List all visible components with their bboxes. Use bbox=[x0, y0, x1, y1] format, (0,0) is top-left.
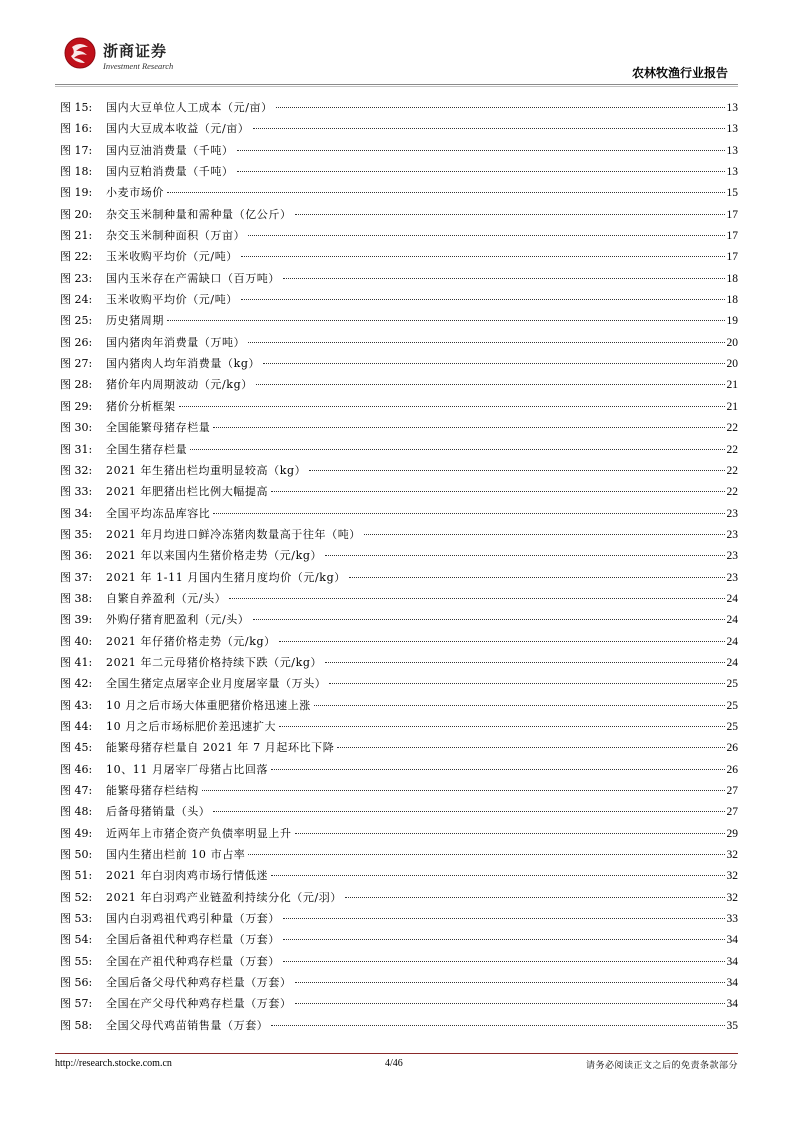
toc-figure-title: 全国后备父母代种鸡存栏量（万套） bbox=[106, 976, 292, 990]
toc-dot-leader bbox=[314, 705, 725, 706]
toc-entry[interactable] bbox=[60, 1015, 738, 1036]
toc-entry[interactable] bbox=[60, 844, 738, 865]
toc-entry[interactable] bbox=[60, 759, 738, 780]
toc-page-number: 17 bbox=[726, 230, 738, 243]
toc-page-number: 24 bbox=[726, 656, 738, 669]
toc-figure-title: 历史猪周期 bbox=[106, 314, 164, 328]
toc-dot-leader bbox=[337, 747, 724, 748]
toc-dot-leader bbox=[271, 769, 724, 770]
toc-figure-number: 图 48: bbox=[60, 805, 93, 819]
toc-page-number: 26 bbox=[726, 742, 738, 755]
toc-figure-title: 全国在产祖代种鸡存栏量（万套） bbox=[106, 954, 280, 968]
toc-figure-title: 猪价分析框架 bbox=[106, 399, 176, 413]
toc-page-number: 32 bbox=[726, 870, 738, 883]
toc-figure-number: 图 19: bbox=[60, 186, 93, 200]
toc-entry[interactable] bbox=[60, 652, 738, 673]
toc-figure-title: 10 月之后市场标肥价差迅速扩大 bbox=[106, 719, 277, 733]
toc-page-number: 18 bbox=[726, 294, 738, 307]
toc-page-number: 24 bbox=[726, 614, 738, 627]
toc-page-number: 22 bbox=[726, 443, 738, 456]
toc-figure-title: 能繁母猪存栏量自 2021 年 7 月起环比下降 bbox=[106, 741, 335, 755]
toc-dot-leader bbox=[213, 427, 724, 428]
toc-figure-number: 图 39: bbox=[60, 613, 93, 627]
toc-figure-title: 10、11 月屠宰厂母猪占比回落 bbox=[106, 762, 269, 776]
toc-figure-number: 图 43: bbox=[60, 698, 93, 712]
toc-page-number: 32 bbox=[726, 849, 738, 862]
toc-page-number: 13 bbox=[726, 166, 738, 179]
toc-entry[interactable] bbox=[60, 716, 738, 737]
toc-page-number: 13 bbox=[726, 102, 738, 114]
toc-dot-leader bbox=[276, 107, 725, 108]
toc-dot-leader bbox=[283, 278, 725, 279]
toc-page-number: 23 bbox=[726, 550, 738, 563]
brand-subtitle: Investment Research bbox=[103, 61, 174, 71]
toc-figure-number: 图 24: bbox=[60, 293, 93, 307]
toc-figure-number: 图 57: bbox=[60, 997, 93, 1011]
toc-figure-number: 图 18: bbox=[60, 165, 93, 179]
toc-entry[interactable] bbox=[60, 353, 738, 374]
toc-dot-leader bbox=[283, 961, 725, 962]
toc-dot-leader bbox=[167, 192, 725, 193]
toc-dot-leader bbox=[345, 897, 725, 898]
toc-page-number: 22 bbox=[726, 486, 738, 499]
toc-figure-title: 国内猪肉年消费量（万吨） bbox=[106, 335, 246, 349]
toc-page-number: 17 bbox=[726, 208, 738, 221]
toc-figure-title: 2021 年白羽肉鸡市场行情低迷 bbox=[106, 869, 269, 883]
toc-entry[interactable] bbox=[60, 609, 738, 630]
toc-figure-number: 图 56: bbox=[60, 976, 93, 990]
toc-entry[interactable] bbox=[60, 524, 738, 545]
toc-figure-title: 全国生猪存栏量 bbox=[106, 442, 188, 456]
toc-dot-leader bbox=[329, 683, 724, 684]
toc-entry[interactable] bbox=[60, 588, 738, 609]
toc-page-number: 25 bbox=[726, 699, 738, 712]
toc-page-number: 21 bbox=[726, 379, 738, 392]
header-divider bbox=[55, 84, 738, 85]
toc-figure-title: 10 月之后市场大体重肥猪价格迅速上涨 bbox=[106, 698, 311, 712]
toc-dot-leader bbox=[325, 555, 724, 556]
toc-figure-title: 2021 年仔猪价格走势（元/kg） bbox=[106, 634, 276, 648]
toc-entry[interactable] bbox=[60, 908, 738, 929]
toc-dot-leader bbox=[279, 641, 725, 642]
toc-entry[interactable] bbox=[60, 801, 738, 822]
toc-entry[interactable] bbox=[60, 246, 738, 267]
toc-entry[interactable] bbox=[60, 439, 738, 460]
toc-figure-number: 图 54: bbox=[60, 933, 93, 947]
toc-dot-leader bbox=[237, 150, 725, 151]
toc-dot-leader bbox=[295, 214, 725, 215]
toc-figure-title: 小麦市场价 bbox=[106, 186, 164, 200]
toc-figure-number: 图 58: bbox=[60, 1018, 93, 1032]
toc-figure-title: 外购仔猪育肥盈利（元/头） bbox=[106, 613, 250, 627]
toc-dot-leader bbox=[241, 256, 725, 257]
header-divider-secondary bbox=[55, 86, 738, 87]
toc-page-number: 27 bbox=[726, 806, 738, 819]
toc-figure-title: 自繁自养盈利（元/头） bbox=[106, 591, 227, 605]
toc-figure-number: 图 42: bbox=[60, 677, 93, 691]
toc-figure-title: 国内大豆成本收益（元/亩） bbox=[106, 122, 250, 136]
toc-dot-leader bbox=[283, 918, 725, 919]
toc-page-number: 20 bbox=[726, 358, 738, 371]
toc-entry[interactable] bbox=[60, 545, 738, 566]
toc-entry[interactable] bbox=[60, 396, 738, 417]
toc-entry[interactable] bbox=[60, 673, 738, 694]
toc-figure-title: 2021 年二元母猪价格持续下跌（元/kg） bbox=[106, 655, 323, 669]
toc-figure-number: 图 31: bbox=[60, 442, 93, 456]
toc-dot-leader bbox=[309, 470, 724, 471]
toc-entry[interactable] bbox=[60, 993, 738, 1014]
toc-figure-number: 图 38: bbox=[60, 591, 93, 605]
toc-page-number: 34 bbox=[726, 955, 738, 968]
toc-dot-leader bbox=[237, 171, 725, 172]
toc-dot-leader bbox=[295, 833, 725, 834]
toc-dot-leader bbox=[248, 854, 724, 855]
toc-dot-leader bbox=[349, 577, 725, 578]
toc-entry[interactable] bbox=[60, 951, 738, 972]
toc-figure-title: 全国在产父母代种鸡存栏量（万套） bbox=[106, 997, 292, 1011]
toc-page-number: 29 bbox=[726, 827, 738, 840]
page-number: 4/46 bbox=[385, 1058, 403, 1069]
toc-page-number: 23 bbox=[726, 528, 738, 541]
toc-page-number: 20 bbox=[726, 336, 738, 349]
toc-dot-leader bbox=[241, 299, 725, 300]
toc-figure-title: 2021 年肥猪出栏比例大幅提高 bbox=[106, 485, 269, 499]
toc-dot-leader bbox=[202, 790, 725, 791]
toc-entry[interactable] bbox=[60, 631, 738, 652]
toc-figure-number: 图 34: bbox=[60, 506, 93, 520]
toc-page-number: 17 bbox=[726, 251, 738, 264]
toc-page-number: 34 bbox=[726, 934, 738, 947]
toc-page-number: 34 bbox=[726, 977, 738, 990]
toc-figure-number: 图 30: bbox=[60, 421, 93, 435]
toc-entry[interactable] bbox=[60, 929, 738, 950]
toc-figure-number: 图 21: bbox=[60, 229, 93, 243]
toc-figure-title: 国内猪肉人均年消费量（kg） bbox=[106, 357, 261, 371]
toc-figure-number: 图 17: bbox=[60, 143, 93, 157]
toc-dot-leader bbox=[271, 1025, 724, 1026]
toc-entry[interactable] bbox=[60, 140, 738, 161]
report-type: 农林牧渔行业报告 bbox=[631, 66, 728, 80]
toc-figure-number: 图 40: bbox=[60, 634, 93, 648]
toc-dot-leader bbox=[325, 662, 724, 663]
toc-page-number: 26 bbox=[726, 763, 738, 776]
toc-figure-number: 图 52: bbox=[60, 890, 93, 904]
toc-entry[interactable] bbox=[60, 161, 738, 182]
toc-page-number: 22 bbox=[726, 464, 738, 477]
toc-page-number: 13 bbox=[726, 144, 738, 157]
toc-figure-title: 国内玉米存在产需缺口（百万吨） bbox=[106, 271, 280, 285]
toc-entry[interactable] bbox=[60, 118, 738, 139]
toc-dot-leader bbox=[213, 811, 724, 812]
toc-figure-number: 图 28: bbox=[60, 378, 93, 392]
toc-dot-leader bbox=[253, 619, 725, 620]
toc-figure-title: 国内豆油消费量（千吨） bbox=[106, 143, 234, 157]
figure-index bbox=[60, 97, 738, 1036]
toc-figure-number: 图 27: bbox=[60, 357, 93, 371]
toc-figure-title: 玉米收购平均价（元/吨） bbox=[106, 250, 238, 264]
toc-figure-title: 国内白羽鸡祖代鸡引种量（万套） bbox=[106, 912, 280, 926]
toc-figure-title: 全国后备祖代种鸡存栏量（万套） bbox=[106, 933, 280, 947]
toc-figure-number: 图 47: bbox=[60, 784, 93, 797]
stocke-logo-icon bbox=[63, 36, 97, 70]
toc-figure-title: 后备母猪销量（头） bbox=[106, 805, 211, 819]
toc-dot-leader bbox=[279, 726, 724, 727]
footer-divider bbox=[55, 1053, 738, 1054]
toc-entry[interactable] bbox=[60, 310, 738, 331]
toc-page-number: 18 bbox=[726, 272, 738, 285]
toc-figure-title: 国内生猪出栏前 10 市占率 bbox=[106, 848, 246, 862]
toc-entry[interactable] bbox=[60, 567, 738, 588]
toc-figure-number: 图 37: bbox=[60, 570, 93, 584]
toc-dot-leader bbox=[190, 449, 724, 450]
toc-page-number: 21 bbox=[726, 400, 738, 413]
toc-page-number: 33 bbox=[726, 913, 738, 926]
toc-figure-number: 图 53: bbox=[60, 912, 93, 926]
footer-url[interactable]: http://research.stocke.com.cn bbox=[55, 1058, 172, 1069]
toc-figure-number: 图 29: bbox=[60, 399, 93, 413]
toc-figure-title: 2021 年 1-11 月国内生猪月度均价（元/kg） bbox=[106, 570, 346, 584]
toc-dot-leader bbox=[364, 534, 725, 535]
toc-page-number: 23 bbox=[726, 507, 738, 520]
toc-figure-number: 图 50: bbox=[60, 848, 93, 862]
toc-dot-leader bbox=[295, 1003, 725, 1004]
toc-figure-number: 图 16: bbox=[60, 122, 93, 136]
toc-dot-leader bbox=[179, 406, 725, 407]
toc-figure-title: 杂交玉米制种量和需种量（亿公斤） bbox=[106, 207, 292, 221]
toc-entry[interactable] bbox=[60, 460, 738, 481]
toc-figure-number: 图 41: bbox=[60, 655, 93, 669]
disclaimer-note: 请务必阅读正文之后的免责条款部分 bbox=[585, 1061, 738, 1071]
toc-figure-number: 图 55: bbox=[60, 954, 93, 968]
toc-page-number: 35 bbox=[726, 1019, 738, 1032]
toc-figure-number: 图 26: bbox=[60, 335, 93, 349]
toc-figure-number: 图 46: bbox=[60, 762, 93, 776]
toc-entry[interactable] bbox=[60, 97, 738, 118]
toc-figure-title: 2021 年生猪出栏均重明显较高（kg） bbox=[106, 463, 307, 477]
toc-page-number: 19 bbox=[726, 315, 738, 328]
toc-entry[interactable] bbox=[60, 865, 738, 886]
toc-entry[interactable] bbox=[60, 887, 738, 908]
toc-page-number: 32 bbox=[726, 891, 738, 904]
toc-figure-title: 全国生猪定点屠宰企业月度屠宰量（万头） bbox=[106, 677, 327, 691]
toc-dot-leader bbox=[295, 982, 725, 983]
toc-entry[interactable] bbox=[60, 780, 738, 801]
toc-figure-title: 国内豆粕消费量（千吨） bbox=[106, 165, 234, 179]
toc-page-number: 25 bbox=[726, 720, 738, 733]
toc-figure-title: 猪价年内周期波动（元/kg） bbox=[106, 378, 253, 392]
toc-figure-title: 2021 年月均进口鲜冷冻猪肉数量高于往年（吨） bbox=[106, 527, 361, 541]
toc-figure-number: 图 35: bbox=[60, 527, 93, 541]
toc-figure-number: 图 23: bbox=[60, 271, 93, 285]
toc-dot-leader bbox=[263, 363, 724, 364]
toc-figure-number: 图 25: bbox=[60, 314, 93, 328]
toc-page-number: 34 bbox=[726, 998, 738, 1011]
toc-dot-leader bbox=[283, 939, 725, 940]
toc-page-number: 25 bbox=[726, 678, 738, 691]
toc-figure-number: 图 49: bbox=[60, 826, 93, 840]
toc-figure-number: 图 22: bbox=[60, 250, 93, 264]
toc-figure-number: 图 33: bbox=[60, 485, 93, 499]
toc-entry[interactable] bbox=[60, 225, 738, 246]
toc-entry[interactable] bbox=[60, 374, 738, 395]
toc-figure-title: 全国平均冻品库容比 bbox=[106, 506, 211, 520]
toc-dot-leader bbox=[256, 384, 725, 385]
toc-entry[interactable] bbox=[60, 503, 738, 524]
page-header bbox=[55, 30, 738, 85]
toc-figure-number: 图 36: bbox=[60, 549, 93, 563]
toc-dot-leader bbox=[253, 128, 725, 129]
toc-entry[interactable] bbox=[60, 268, 738, 289]
toc-figure-number: 图 20: bbox=[60, 207, 93, 221]
toc-entry[interactable] bbox=[60, 972, 738, 993]
toc-entry[interactable] bbox=[60, 417, 738, 438]
brand-name: 浙商证券 bbox=[103, 42, 168, 60]
toc-entry[interactable] bbox=[60, 182, 738, 203]
toc-dot-leader bbox=[271, 875, 724, 876]
toc-entry[interactable] bbox=[60, 332, 738, 353]
toc-entry[interactable] bbox=[60, 204, 738, 225]
toc-figure-number: 图 45: bbox=[60, 741, 93, 755]
toc-dot-leader bbox=[213, 513, 724, 514]
toc-figure-title: 玉米收购平均价（元/吨） bbox=[106, 293, 238, 307]
toc-figure-title: 全国父母代鸡苗销售量（万套） bbox=[106, 1018, 269, 1032]
toc-figure-title: 国内大豆单位人工成本（元/亩） bbox=[106, 101, 273, 114]
toc-page-number: 23 bbox=[726, 571, 738, 584]
toc-entry[interactable] bbox=[60, 289, 738, 310]
toc-figure-number: 图 32: bbox=[60, 463, 93, 477]
toc-entry[interactable] bbox=[60, 823, 738, 844]
toc-page-number: 27 bbox=[726, 785, 738, 797]
toc-page-number: 13 bbox=[726, 123, 738, 136]
toc-entry[interactable] bbox=[60, 481, 738, 502]
toc-figure-title: 近两年上市猪企资产负债率明显上升 bbox=[106, 826, 292, 840]
toc-dot-leader bbox=[229, 598, 724, 599]
toc-figure-title: 2021 年白羽鸡产业链盈利持续分化（元/羽） bbox=[106, 890, 342, 904]
toc-dot-leader bbox=[271, 491, 724, 492]
toc-page-number: 24 bbox=[726, 592, 738, 605]
toc-figure-number: 图 15: bbox=[60, 101, 93, 114]
toc-dot-leader bbox=[248, 342, 724, 343]
toc-page-number: 15 bbox=[726, 187, 738, 200]
toc-entry[interactable] bbox=[60, 737, 738, 758]
toc-figure-title: 杂交玉米制种面积（万亩） bbox=[106, 229, 246, 243]
toc-figure-number: 图 51: bbox=[60, 869, 93, 883]
toc-figure-title: 全国能繁母猪存栏量 bbox=[106, 421, 211, 435]
toc-dot-leader bbox=[167, 320, 725, 321]
toc-figure-title: 2021 年以来国内生猪价格走势（元/kg） bbox=[106, 549, 323, 563]
toc-dot-leader bbox=[248, 235, 724, 236]
toc-figure-title: 能繁母猪存栏结构 bbox=[106, 784, 199, 797]
toc-page-number: 22 bbox=[726, 422, 738, 435]
toc-figure-number: 图 44: bbox=[60, 719, 93, 733]
toc-page-number: 24 bbox=[726, 635, 738, 648]
toc-entry[interactable] bbox=[60, 695, 738, 716]
